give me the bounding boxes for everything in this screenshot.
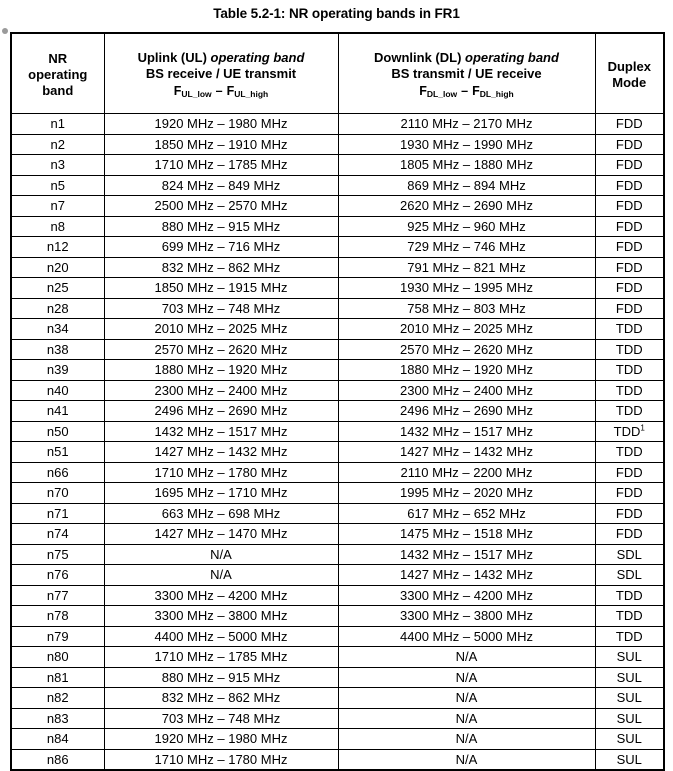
table-row [11, 175, 664, 196]
cell-downlink-band: 1427 MHz – 1432 MHz [338, 442, 595, 463]
table-row [11, 421, 664, 442]
header-uplink-plain: Uplink (UL) [137, 49, 211, 65]
cell-nr-operating-band: n51 [11, 442, 104, 463]
cell-downlink-band: 2570 MHz – 2620 MHz [338, 339, 595, 360]
column-header-duplex-mode [595, 33, 664, 114]
cell-duplex-mode: FDD [595, 503, 664, 524]
f-dl-dash: – [461, 83, 469, 98]
table-row [11, 544, 664, 565]
table-body [11, 114, 664, 771]
header-line-3: band [42, 83, 74, 98]
cell-nr-operating-band: n83 [11, 708, 104, 729]
cell-downlink-band: N/A [338, 749, 595, 770]
column-header-nr-operating-band [11, 33, 104, 114]
cell-uplink-band: 880 MHz – 915 MHz [104, 667, 338, 688]
cell-downlink-band: N/A [338, 667, 595, 688]
cell-uplink-band: 703 MHz – 748 MHz [104, 708, 338, 729]
table-row [11, 155, 664, 176]
column-header-downlink [338, 33, 595, 114]
cell-duplex-mode: SUL [595, 708, 664, 729]
cell-duplex-mode: SDL [595, 565, 664, 586]
f-ul-low-sub: UL_low [181, 89, 212, 99]
cell-uplink-band: 663 MHz – 698 MHz [104, 503, 338, 524]
cell-duplex-mode: FDD [595, 462, 664, 483]
cell-nr-operating-band: n71 [11, 503, 104, 524]
cell-duplex-mode: TDD [595, 585, 664, 606]
table-header [11, 33, 664, 114]
cell-nr-operating-band: n66 [11, 462, 104, 483]
cell-downlink-band: 869 MHz – 894 MHz [338, 175, 595, 196]
cell-nr-operating-band: n50 [11, 421, 104, 442]
cell-downlink-band: 1880 MHz – 1920 MHz [338, 360, 595, 381]
cell-nr-operating-band: n40 [11, 380, 104, 401]
cell-uplink-band: 880 MHz – 915 MHz [104, 216, 338, 237]
header-row [11, 33, 664, 114]
table-row [11, 216, 664, 237]
header-downlink-italic: operating band [465, 49, 559, 65]
table-row [11, 749, 664, 770]
cell-uplink-band: 3300 MHz – 4200 MHz [104, 585, 338, 606]
cell-nr-operating-band: n28 [11, 298, 104, 319]
cell-uplink-band: 1920 MHz – 1980 MHz [104, 114, 338, 135]
cell-downlink-band: 729 MHz – 746 MHz [338, 237, 595, 258]
cell-nr-operating-band: n38 [11, 339, 104, 360]
header-uplink-line-1 [105, 50, 338, 66]
table-row [11, 278, 664, 299]
f-dl-low-sub: DL_low [426, 89, 458, 99]
cell-nr-operating-band: n78 [11, 606, 104, 627]
cell-duplex-mode: FDD [595, 196, 664, 217]
table-row [11, 380, 664, 401]
table-row [11, 298, 664, 319]
cell-duplex-mode: TDD [595, 606, 664, 627]
cell-duplex-mode: TDD [595, 401, 664, 422]
cell-downlink-band: 2110 MHz – 2200 MHz [338, 462, 595, 483]
f-ul-dash: – [215, 83, 223, 98]
table-row [11, 339, 664, 360]
table-row [11, 442, 664, 463]
header-duplex-line-2: Mode [612, 75, 647, 90]
cell-downlink-band: N/A [338, 708, 595, 729]
cell-downlink-band: 1427 MHz – 1432 MHz [338, 565, 595, 586]
cell-downlink-band: 4400 MHz – 5000 MHz [338, 626, 595, 647]
page-artifact-dot [2, 28, 8, 34]
cell-duplex-mode: SUL [595, 688, 664, 709]
header-downlink-line-2: BS transmit / UE receive [391, 65, 542, 81]
table-row [11, 565, 664, 586]
cell-duplex-mode: TDD [595, 380, 664, 401]
cell-uplink-band: 824 MHz – 849 MHz [104, 175, 338, 196]
header-downlink-line-1 [339, 50, 595, 66]
table-row [11, 483, 664, 504]
header-downlink-frequency-range [339, 82, 595, 100]
cell-nr-operating-band: n25 [11, 278, 104, 299]
cell-nr-operating-band: n74 [11, 524, 104, 545]
cell-uplink-band: 1695 MHz – 1710 MHz [104, 483, 338, 504]
table-container [10, 32, 663, 771]
cell-nr-operating-band: n84 [11, 729, 104, 750]
table-row [11, 503, 664, 524]
cell-uplink-band: 832 MHz – 862 MHz [104, 688, 338, 709]
cell-uplink-band: 2300 MHz – 2400 MHz [104, 380, 338, 401]
cell-duplex-mode: SUL [595, 729, 664, 750]
cell-downlink-band: N/A [338, 688, 595, 709]
cell-nr-operating-band: n3 [11, 155, 104, 176]
duplex-mode-footnote-marker: 1 [640, 423, 645, 433]
cell-duplex-mode: FDD [595, 114, 664, 135]
cell-duplex-mode: TDD [595, 339, 664, 360]
cell-downlink-band: 1432 MHz – 1517 MHz [338, 421, 595, 442]
cell-downlink-band: 1995 MHz – 2020 MHz [338, 483, 595, 504]
table-row [11, 401, 664, 422]
f-ul-high-base: F [226, 83, 235, 98]
cell-downlink-band: 1930 MHz – 1995 MHz [338, 278, 595, 299]
table-row [11, 688, 664, 709]
header-line-2: operating [28, 67, 88, 82]
cell-nr-operating-band: n79 [11, 626, 104, 647]
cell-downlink-band: 2110 MHz – 2170 MHz [338, 114, 595, 135]
header-duplex-line-1: Duplex [607, 59, 651, 74]
f-dl-high-base: F [472, 83, 480, 98]
cell-duplex-mode: FDD [595, 483, 664, 504]
cell-duplex-mode: SDL [595, 544, 664, 565]
table-row [11, 360, 664, 381]
cell-nr-operating-band: n1 [11, 114, 104, 135]
cell-nr-operating-band: n20 [11, 257, 104, 278]
cell-nr-operating-band: n77 [11, 585, 104, 606]
cell-duplex-mode: FDD [595, 155, 664, 176]
table-row [11, 196, 664, 217]
cell-nr-operating-band: n41 [11, 401, 104, 422]
cell-duplex-mode: FDD [595, 257, 664, 278]
cell-uplink-band: 699 MHz – 716 MHz [104, 237, 338, 258]
table-row [11, 319, 664, 340]
table-row [11, 524, 664, 545]
cell-uplink-band: 2010 MHz – 2025 MHz [104, 319, 338, 340]
cell-duplex-mode: FDD [595, 298, 664, 319]
header-uplink-frequency-range [105, 82, 338, 100]
cell-downlink-band: N/A [338, 729, 595, 750]
header-uplink-italic: operating band [210, 49, 305, 65]
cell-uplink-band: 1710 MHz – 1780 MHz [104, 749, 338, 770]
cell-uplink-band: 2570 MHz – 2620 MHz [104, 339, 338, 360]
cell-nr-operating-band: n75 [11, 544, 104, 565]
table-row [11, 708, 664, 729]
cell-duplex-mode: TDD [595, 626, 664, 647]
cell-uplink-band: 2500 MHz – 2570 MHz [104, 196, 338, 217]
cell-downlink-band: 925 MHz – 960 MHz [338, 216, 595, 237]
cell-duplex-mode: TDD [595, 360, 664, 381]
cell-downlink-band: 2010 MHz – 2025 MHz [338, 319, 595, 340]
cell-uplink-band: 4400 MHz – 5000 MHz [104, 626, 338, 647]
table-row [11, 647, 664, 668]
table-row [11, 667, 664, 688]
cell-nr-operating-band: n80 [11, 647, 104, 668]
table-row [11, 729, 664, 750]
cell-uplink-band: 1432 MHz – 1517 MHz [104, 421, 338, 442]
cell-downlink-band: 617 MHz – 652 MHz [338, 503, 595, 524]
cell-uplink-band: N/A [104, 544, 338, 565]
cell-duplex-mode: FDD [595, 175, 664, 196]
f-ul-high-sub: UL_high [234, 89, 269, 99]
cell-nr-operating-band: n70 [11, 483, 104, 504]
cell-nr-operating-band: n7 [11, 196, 104, 217]
f-dl-high-sub: DL_high [479, 89, 514, 99]
cell-downlink-band: 1432 MHz – 1517 MHz [338, 544, 595, 565]
cell-downlink-band: 2496 MHz – 2690 MHz [338, 401, 595, 422]
cell-uplink-band: 1710 MHz – 1780 MHz [104, 462, 338, 483]
cell-uplink-band: 2496 MHz – 2690 MHz [104, 401, 338, 422]
column-header-uplink [104, 33, 338, 114]
cell-downlink-band: 1475 MHz – 1518 MHz [338, 524, 595, 545]
cell-uplink-band: 832 MHz – 862 MHz [104, 257, 338, 278]
header-uplink-line-2: BS receive / UE transmit [145, 65, 297, 81]
cell-duplex-mode: FDD [595, 524, 664, 545]
cell-downlink-band: 2620 MHz – 2690 MHz [338, 196, 595, 217]
nr-operating-bands-table [10, 32, 665, 771]
f-dl-low-base: F [419, 83, 427, 98]
cell-duplex-mode: FDD [595, 216, 664, 237]
table-row [11, 585, 664, 606]
cell-downlink-band: 1805 MHz – 1880 MHz [338, 155, 595, 176]
cell-uplink-band: 1850 MHz – 1910 MHz [104, 134, 338, 155]
f-ul-low-base: F [173, 83, 182, 98]
cell-downlink-band: 2300 MHz – 2400 MHz [338, 380, 595, 401]
table-row [11, 462, 664, 483]
cell-downlink-band: 791 MHz – 821 MHz [338, 257, 595, 278]
cell-nr-operating-band: n34 [11, 319, 104, 340]
cell-nr-operating-band: n86 [11, 749, 104, 770]
cell-downlink-band: N/A [338, 647, 595, 668]
cell-nr-operating-band: n81 [11, 667, 104, 688]
header-downlink-plain: Downlink (DL) [374, 49, 466, 65]
table-row [11, 134, 664, 155]
cell-duplex-mode: FDD [595, 134, 664, 155]
table-row [11, 626, 664, 647]
cell-duplex-mode: SUL [595, 647, 664, 668]
cell-nr-operating-band: n8 [11, 216, 104, 237]
cell-duplex-mode: SUL [595, 749, 664, 770]
header-line-1: NR [48, 51, 68, 66]
cell-nr-operating-band: n5 [11, 175, 104, 196]
cell-uplink-band: 1710 MHz – 1785 MHz [104, 647, 338, 668]
cell-uplink-band: 1880 MHz – 1920 MHz [104, 360, 338, 381]
table-row [11, 606, 664, 627]
cell-nr-operating-band: n82 [11, 688, 104, 709]
table-row [11, 114, 664, 135]
cell-duplex-mode: TDD [595, 319, 664, 340]
cell-duplex-mode: TDD$^1$ [595, 421, 664, 442]
cell-uplink-band: 3300 MHz – 3800 MHz [104, 606, 338, 627]
cell-downlink-band: 758 MHz – 803 MHz [338, 298, 595, 319]
cell-downlink-band: 1930 MHz – 1990 MHz [338, 134, 595, 155]
cell-duplex-mode: TDD [595, 442, 664, 463]
cell-nr-operating-band: n2 [11, 134, 104, 155]
cell-duplex-mode: FDD [595, 237, 664, 258]
cell-nr-operating-band: n12 [11, 237, 104, 258]
cell-nr-operating-band: n39 [11, 360, 104, 381]
cell-uplink-band: 1427 MHz – 1470 MHz [104, 524, 338, 545]
cell-downlink-band: 3300 MHz – 4200 MHz [338, 585, 595, 606]
cell-duplex-mode: FDD [595, 278, 664, 299]
cell-uplink-band: 1850 MHz – 1915 MHz [104, 278, 338, 299]
page-title: Table 5.2-1: NR operating bands in FR1 [213, 6, 460, 21]
table-row [11, 257, 664, 278]
cell-uplink-band: 1427 MHz – 1432 MHz [104, 442, 338, 463]
cell-uplink-band: 703 MHz – 748 MHz [104, 298, 338, 319]
cell-nr-operating-band: n76 [11, 565, 104, 586]
cell-uplink-band: 1710 MHz – 1785 MHz [104, 155, 338, 176]
table-row [11, 237, 664, 258]
cell-uplink-band: N/A [104, 565, 338, 586]
cell-uplink-band: 1920 MHz – 1980 MHz [104, 729, 338, 750]
cell-downlink-band: 3300 MHz – 3800 MHz [338, 606, 595, 627]
cell-duplex-mode: SUL [595, 667, 664, 688]
